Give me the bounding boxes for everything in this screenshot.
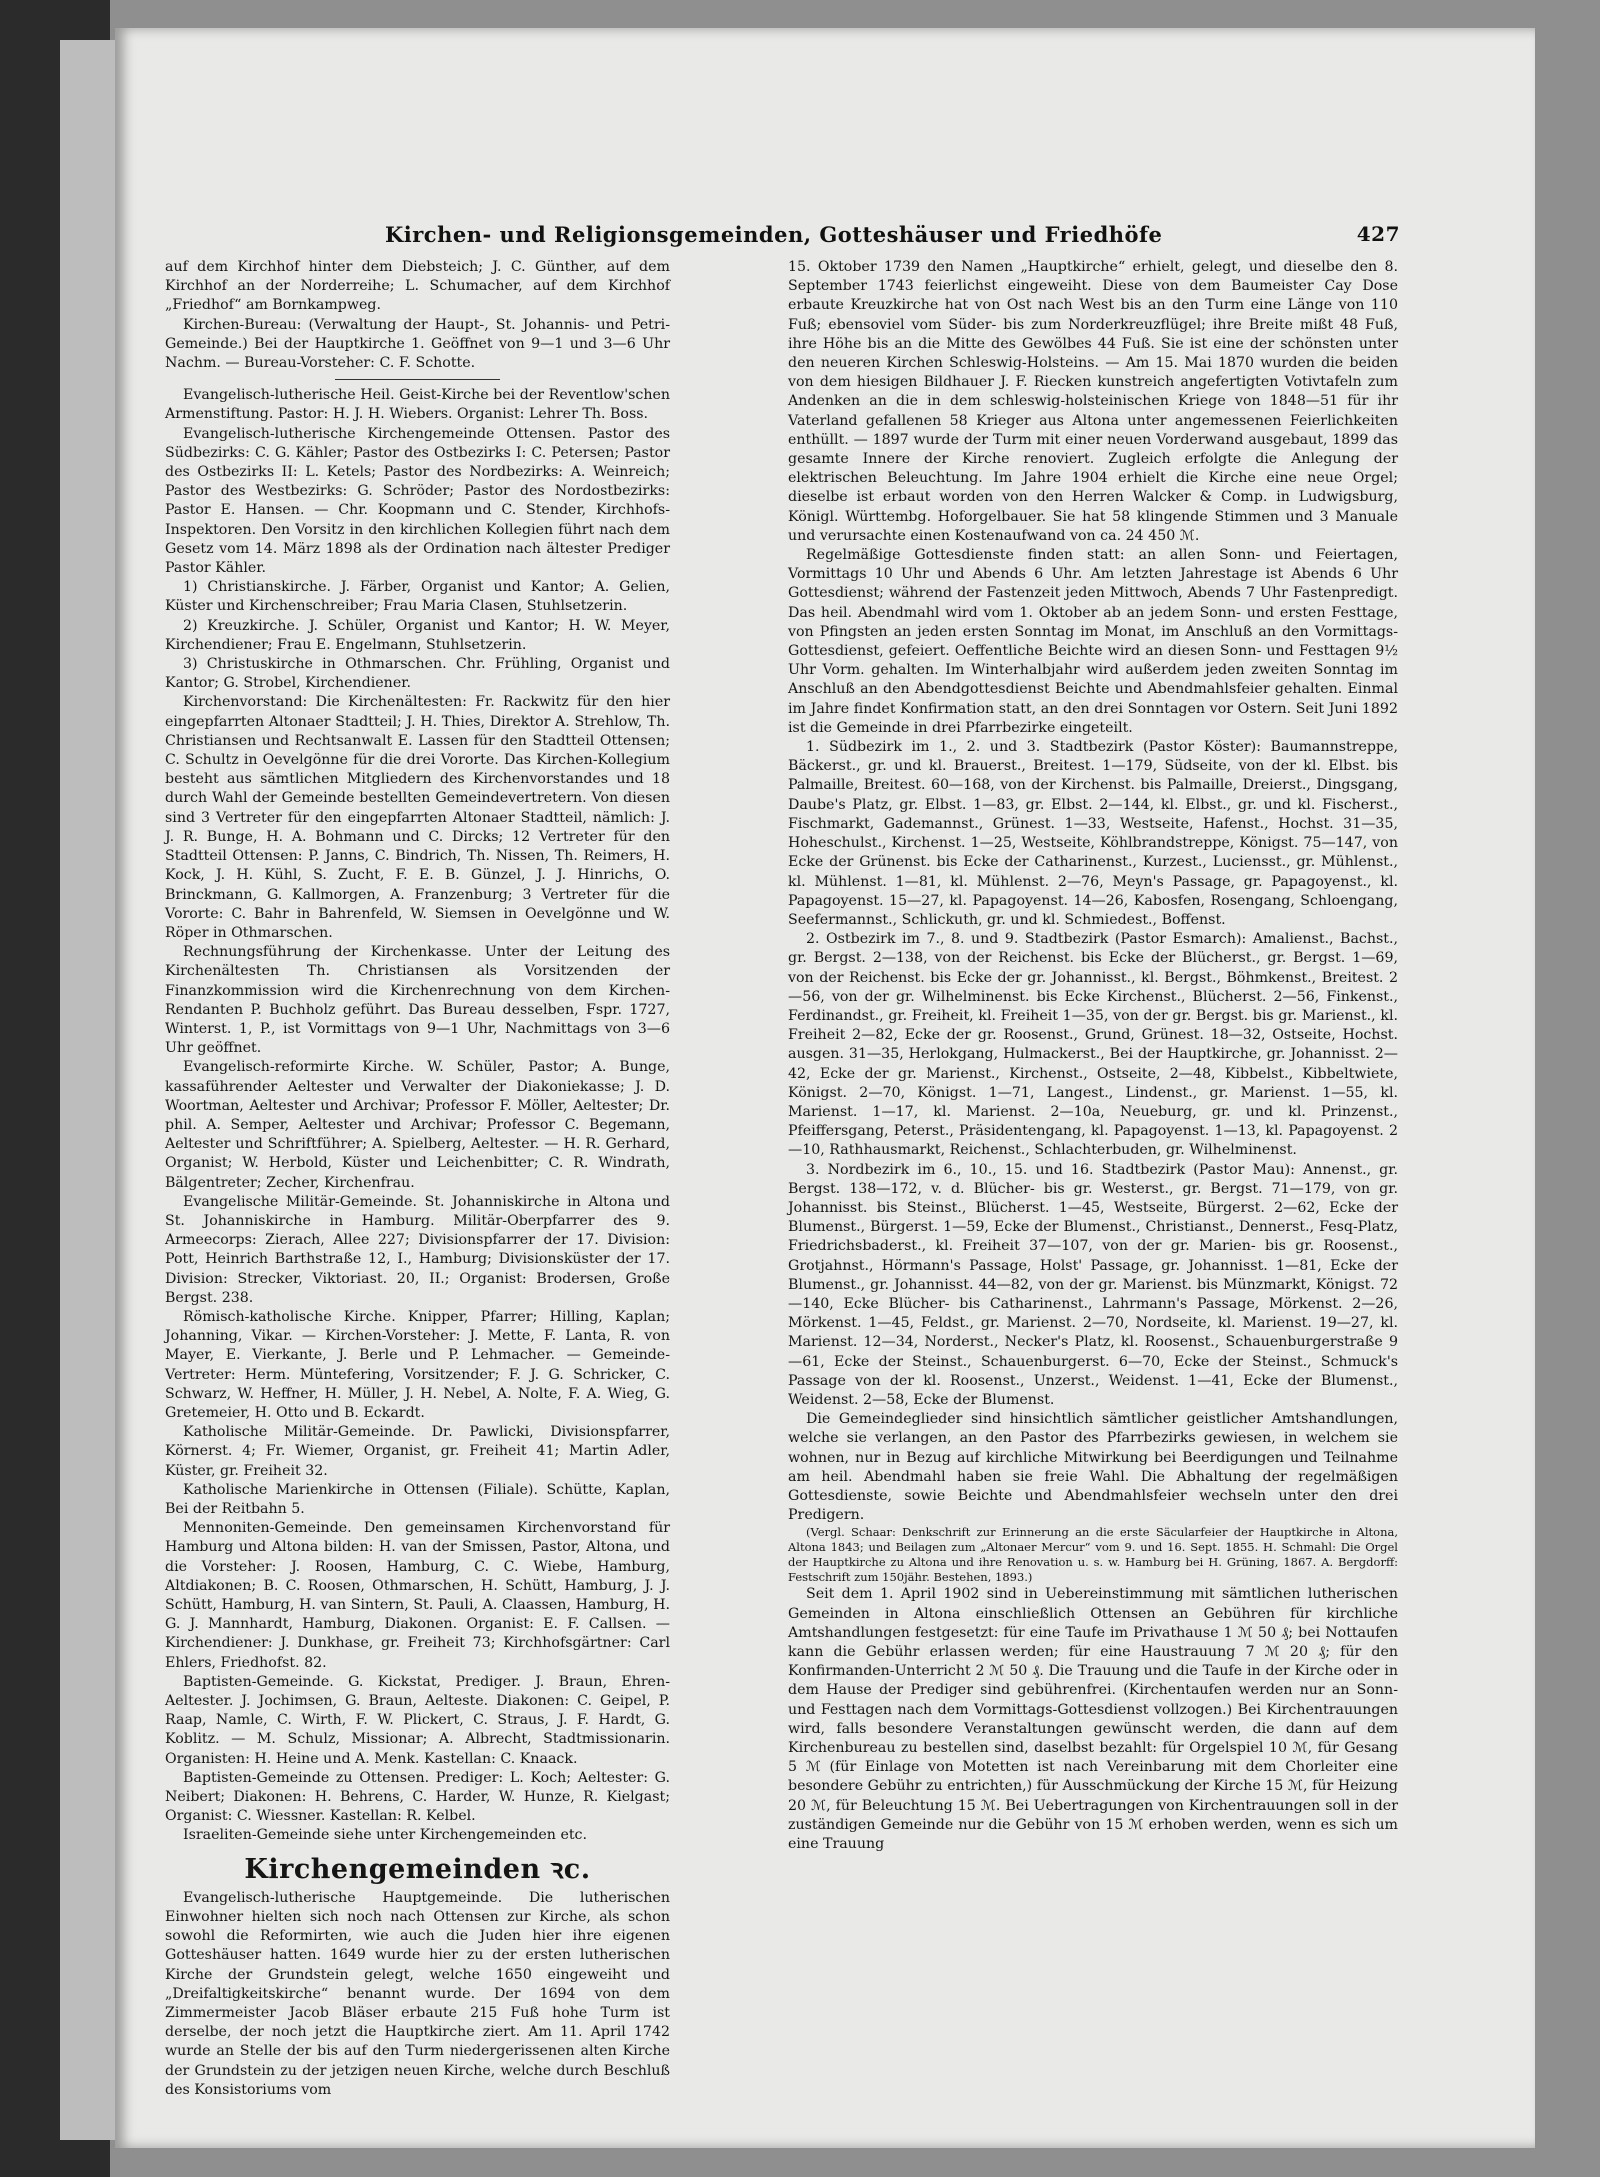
paragraph: Katholische Militär-Gemeinde. Dr. Pawlicki, Divisionspfarrer, Körnerst. 4; Fr. Wiemer, Organist, gr. Freiheit 41; Martin Adler, Küster, gr. Freiheit 32.	[165, 1424, 670, 1479]
paragraph: 1) Christianskirche. J. Färber, Organist und Kantor; A. Gelien, Küster und Kirchenschreiber; Frau Maria Clasen, Stuhlsetzerin.	[165, 579, 670, 615]
header-title: Kirchen- und Religionsgemeinden, Gotteshäuser und Friedhöfe	[385, 222, 1163, 247]
paragraph: Rechnungsführung der Kirchenkasse. Unter der Leitung des Kirchenältesten Th. Christiansen als Vorsitzenden der Finanzkommission wird die Kirchenrechnung von dem Kirchen-Rendanten P. Buchholz geführt. Das Bureau desselben, Fspr. 1727, Winterst. 1, P., ist Vormittags von 9—1 Uhr, Nachmittags von 3—6 Uhr geöffnet.	[165, 944, 670, 1057]
paragraph: 15. Oktober 1739 den Namen „Hauptkirche“ erhielt, gelegt, und dieselbe den 8. September 1743 feierlichst eingeweiht. Diese von dem Baumeister Cay Dose erbaute Kreuzkirche hat von Ost nach West bis an den Turm eine Länge von 110 Fuß; ebensoviel vom Süder- bis zum Norderkreuzflügel; ihre Breite mißt 48 Fuß, ihre Höhe bis an die Mitte des Gewölbes 44 Fuß. Sie ist eine der schönsten unter den neueren Kirchen Schleswig-Holsteins. — Am 15. Mai 1870 wurden die beiden von dem hiesigen Bildhauer J. F. Riecken kunstreich angefertigten Votivtafeln zum Andenken an die in dem schleswig-holsteinischen Kriege von 1848—51 für ihr Vaterland gefallenen 58 Krieger aus Altona unter angemessenen Feierlichkeiten enthüllt. — 1897 wurde der Turm mit einer neuen Vorderwand ausgebaut, 1899 das gesamte Innere der Kirche renoviert. Zugleich erfolgte die Anlegung der elektrischen Beleuchtung. Im Jahre 1904 erhielt die Kirche eine neue Orgel; dieselbe ist erbaut worden von den Herren Walcker & Comp. in Ludwigsburg, Königl. Württembg. Hoforgelbauer. Sie hat 58 klingende Stimmen und 3 Manuale und verursachte einen Kostenaufwand von ca. 24 450 ℳ.	[788, 259, 1398, 544]
paragraph: Evangelisch-lutherische Heil. Geist-Kirche bei der Reventlow'schen Armenstiftung. Pastor: H. J. H. Wiebers. Organist: Lehrer Th. Boss.	[165, 387, 670, 423]
paragraph: Israeliten-Gemeinde siehe unter Kirchengemeinden etc.	[183, 1827, 588, 1844]
paragraph: 3) Christuskirche in Othmarschen. Chr. Frühling, Organist und Kantor; G. Strobel, Kirchendiener.	[165, 656, 670, 692]
paragraph: Seit dem 1. April 1902 sind in Uebereinstimmung mit sämtlichen lutherischen Gemeinden in Altona einschließlich Ottensen an Gebühren für kirchliche Amtshandlungen festgesetzt: für eine Taufe im Privathause 1 ℳ 50 ₰; bei Nottaufen kann die Gebühr erlassen werden; für eine Haustrauung 7 ℳ 20 ₰; für den Konfirmanden-Unterricht 2 ℳ 50 ₰. Die Trauung und die Taufe in der Kirche oder in dem Hause der Prediger sind gebührenfrei. (Kirchentaufen werden nur an Sonn- und Festtagen nach dem Vormittags-Gottesdienst vollzogen.) Bei Kirchentrauungen wird, falls besondere Veranstaltungen gewünscht werden, die dann auf dem Kirchenbureau zu bestellen sind, daselbst bezahlt: für Orgelspiel 10 ℳ, für Gesang 5 ℳ (für Einlage von Motetten ist nach Vereinbarung mit dem Chorleiter eine besondere Gebühr zu entrichten,) für Ausschmückung der Kirche 15 ℳ, für Heizung 20 ℳ, für Beleuchtung 15 ℳ. Bei Uebertragungen von Kirchentrauungen soll in der zuständigen Gemeinde nur die Gebühr von 15 ℳ erhoben werden, wenn es sich um eine Trauung	[788, 1586, 1398, 1853]
reference-note: (Vergl. Schaar: Denkschrift zur Erinnerung an die erste Säcularfeier der Hauptkirche in Altona, Altona 1843; und Beilagen zum „Altonaer Mercur“ vom 9. und 16. Sept. 1855. H. Schmahl: Die Orgel der Hauptkirche zu Altona und ihre Renovation u. s. w. Hamburg bei H. Grüning, 1867. A. Bergdorff: Festschrift zum 150jähr. Bestehen, 1893.)	[788, 1525, 1398, 1585]
paragraph: Regelmäßige Gottesdienste finden statt: an allen Sonn- und Feiertagen, Vormittags 10 Uhr und Abends 6 Uhr. Am letzten Jahrestage ist Abends 6 Uhr Gottesdienst; während der Fastenzeit jeden Mittwoch, Abends 7 Uhr Fastenpredigt. Das heil. Abendmahl wird vom 1. Oktober ab an jedem Sonn- und ersten Festtage, von Pfingsten an jeden ersten Sonntag im Monat, im Anschluß an den Vormittags-Gottesdienst, gefeiert. Oeffentliche Beichte wird an diesen Sonn- und Festtagen 9½ Uhr Vorm. gehalten. Im Winterhalbjahr wird außerdem jeden zweiten Sonntag im Anschluß an den Abendgottesdienst Beichte und Abendmahlsfeier gehalten. Einmal im Jahre findet Konfirmation statt, an den drei Sonntagen vor Ostern. Seit Juni 1892 ist die Gemeinde in drei Pfarrbezirke eingeteilt.	[788, 547, 1398, 736]
paragraph: Katholische Marienkirche in Ottensen (Filiale). Schütte, Kaplan, Bei der Reitbahn 5.	[165, 1481, 670, 1517]
paragraph: auf dem Kirchhof hinter dem Diebsteich; J. C. Günther, auf dem Kirchhof an der Norderreihe; L. Schumacher, auf dem Kirchhof „Friedhof“ am Bornkampweg.	[165, 259, 670, 314]
paragraph: Römisch-katholische Kirche. Knipper, Pfarrer; Hilling, Kaplan; Johanning, Vikar. — Kirchen-Vorsteher: J. Mette, F. Lanta, R. von Mayer, E. Vierkante, J. Berle und P. Lehmacher. — Gemeinde-Vertreter: Herm. Müntefering, Vorsitzender; F. J. G. Schricker, C. Schwarz, W. Heffner, H. Müller, J. H. Nebel, A. Nolte, F. A. Wieg, G. Gretemeier, H. Otto und B. Eckardt.	[165, 1308, 670, 1421]
paragraph: Evangelisch-reformirte Kirche. W. Schüler, Pastor; A. Bunge, kassaführender Aeltester und Verwalter der Diakoniekasse; J. D. Woortman, Aeltester und Archivar; Professor F. Möller, Aeltester; Dr. phil. A. Semper, Aeltester und Archivar; Professor C. Begemann, Aeltester und Schriftführer; A. Spielberg, Aeltester. — H. R. Gerhard, Organist; W. Herbold, Küster und Leichenbitter; C. R. Windrath, Bälgentreter; Zecher, Kirchenfrau.	[165, 1059, 670, 1191]
paragraph: 2. Ostbezirk im 7., 8. und 9. Stadtbezirk (Pastor Esmarch): Amalienst., Bachst., gr. Bergst. 2—138, von der Reichenst. bis Ecke der Blücherst., gr. Bergst. 1—69, von der Reichenst. bis Ecke der gr. Johannisst., kl. Bergst., Böhmkenst., Breitest. 2—56, von der gr. Wilhelminenst. bis Ecke Kirchenst., Blücherst. 2—56, Finkenst., Ferdinandst., gr. Freiheit, kl. Freiheit 1—35, von der gr. Bergst. bis gr. Marienst., kl. Freiheit 2—82, Ecke der gr. Roosenst., Grund, Grünest. 18—32, Ostseite, Hochst. ausgen. 31—35, Herlokgang, Hulmackerst., Bei der Hauptkirche, gr. Johannisst. 2—42, Ecke der gr. Marienst., Kirchenst., Ostseite, 2—48, Kibbelst., Kibbeltwiete, Königst. 2—70, Königst. 1—71, Langest., Lindenst., gr. Marienst. 1—55, kl. Marienst. 1—17, kl. Marienst. 2—10a, Neueburg, gr. und kl. Prinzenst., Pfeiffersgang, Peterst., Präsidentengang, kl. Papagoyenst. 1—13, kl. Papagoyenst. 2—10, Rathhausmarkt, Reichenst., Schlachterbuden, gr. Wilhelminenst.	[788, 931, 1398, 1159]
paragraph: Baptisten-Gemeinde. G. Kickstat, Prediger. J. Braun, Ehren-Aeltester. J. Jochimsen, G. Braun, Aelteste. Diakonen: C. Geipel, P. Raap, Namle, C. Wirth, F. W. Plickert, C. Straus, J. F. Hardt, G. Koblitz. — M. Schulz, Missionar; A. Albrecht, Stadtmissionarin. Organisten: H. Heine und A. Menk. Kastellan: C. Knaack.	[165, 1673, 670, 1767]
paragraph: 1. Südbezirk im 1., 2. und 3. Stadtbezirk (Pastor Köster): Baumannstreppe, Bäckerst., gr. und kl. Brauerst., Breitest. 1—179, Südseite, von der kl. Elbst. bis Palmaille, Breitest. 60—168, von der Kirchenst. bis Palmaille, Dreierst., Dingsgang, Daube's Platz, gr. Elbst. 1—83, gr. Elbst. 2—144, kl. Elbst., gr. und kl. Fischerst., Fischmarkt, Gademannst., Grünest. 1—33, Westseite, Hafenst., Hochst. 31—35, Hoheschulst., Kirchenst. 1—25, Westseite, Köhlbrandstreppe, Königst. 75—147, von Ecke der Grünenst. bis Ecke der Catharinenst., Kurzest., Luciensst., gr. Mühlenst., kl. Mühlenst. 1—81, kl. Mühlenst. 2—76, Meyn's Passage, gr. Papagoyenst., kl. Papagoyenst. 15—27, kl. Papagoyenst. 14—26, Kabosfen, Rosengang, Schloengang, Seefermannst., Schlickuth, gr. und kl. Schmiedest., Boffenst.	[788, 739, 1398, 928]
paragraph: Die Gemeindeglieder sind hinsichtlich sämtlicher geistlicher Amtshandlungen, welche sie verlangen, an den Pastor des Pfarrbezirks gewiesen, in welchem sie wohnen, nur in Bezug auf kirchliche Mitwirkung bei Beerdigungen und Teilnahme am heil. Abendmahl haben sie freie Wahl. Die Abhaltung der regelmäßigen Gottesdienste, sowie Beichte und Abendmahlsfeier wechseln unter den drei Predigern.	[788, 1411, 1398, 1524]
paragraph: Evangelische Militär-Gemeinde. St. Johanniskirche in Altona und St. Johanniskirche in Hamburg. Militär-Oberpfarrer des 9. Armeecorps: Zierach, Allee 227; Divisionspfarrer der 17. Division: Pott, Heinrich Barthstraße 12, I., Hamburg; Divisionsküster der 17. Division: Strecker, Viktoriast. 20, II.; Organist: Brodersen, Große Bergst. 238.	[165, 1193, 670, 1306]
paragraph: Evangelisch-lutherische Hauptgemeinde. Die lutherischen Einwohner hielten sich noch nach Ottensen zur Kirche, als schon sowohl die Reformirten, wie auch die Juden hier ihre eigenen Gotteshäuser hatten. 1649 wurde hier zu der ersten lutherischen Kirche der Grundstein gelegt, welche 1650 eingeweiht und „Dreifaltigkeitskirche“ benannt wurde. Der 1694 von dem Zimmermeister Jacob Bläser erbaute 215 Fuß hohe Turm ist derselbe, der noch jetzt die Hauptkirche ziert. Am 11. April 1742 wurde an Stelle der bis auf den Turm niedergerissenen alten Kirche der Grundstein zu der jetzigen neuen Kirche, welche durch Beschluß des Konsistoriums vom	[165, 1889, 670, 2098]
left-column	[165, 258, 670, 2100]
page-number: 427	[1356, 222, 1400, 246]
paragraph: 2) Kreuzkirche. J. Schüler, Organist und Kantor; H. W. Meyer, Kirchendiener; Frau E. Engelmann, Stuhlsetzerin.	[165, 617, 670, 653]
paragraph: Kirchenvorstand: Die Kirchenältesten: Fr. Rackwitz für den hier eingepfarrten Altonaer Stadtteil; J. H. Thies, Direktor A. Strehlow, Th. Christiansen und Rechtsanwalt E. Lassen für den Stadtteil Ottensen; C. Schultz in Oevelgönne für die drei Vororte. Das Kirchen-Kollegium besteht aus sämtlichen Mitgliedern des Kirchenvorstandes und 18 durch Wahl der Gemeinde bestellten Gemeindevertretern. Von diesen sind 3 Vertreter für den eingepfarrten Altonaer Stadtteil, nämlich: J. J. R. Bunge, H. A. Bohmann und C. Dircks; 12 Vertreter für den Stadtteil Ottensen: P. Janns, C. Bindrich, Th. Nissen, Th. Reimers, H. Kock, J. H. Kühl, S. Zucht, F. E. B. Günzel, J. J. Hinrichs, O. Brinckmann, G. Kallmorgen, A. Franzenburg; 3 Vertreter für die Vororte: C. Bahr in Bahrenfeld, W. Siemsen in Oevelgönne und W. Röper in Othmarschen.	[165, 694, 670, 941]
facing-page-edge	[60, 40, 115, 2140]
paragraph: 3. Nordbezirk im 6., 10., 15. und 16. Stadtbezirk (Pastor Mau): Annenst., gr. Bergst. 138—172, v. d. Blücher- bis gr. Westerst., gr. Bergst. 71—179, von gr. Johannisst. bis Steinst., Blücherst. 1—45, Westseite, Bürgerst. 2—62, Ecke der Blumenst., Bürgerst. 1—59, Ecke der Blumenst., Christianst., Dennerst., Fesq-Platz, Friedrichsbaderst., kl. Freiheit 37—107, von der gr. Marien- bis gr. Roosenst., Grotjahnst., Hörmann's Passage, Holst' Passage, gr. Johannisst. 1—81, Ecke der Blumenst., gr. Johannisst. 44—82, von der gr. Marienst. bis Münzmarkt, Königst. 72—140, Ecke Blücher- bis Catharinenst., Lahrmann's Passage, Mörkenst. 2—26, Mörkenst. 1—45, Feldst., gr. Marienst. 2—70, Nordseite, kl. Marienst. 19—27, kl. Marienst. 12—34, Norderst., Necker's Platz, kl. Roosenst., Schauenburgerstraße 9—61, Ecke der Steinst., Schauenburgerst. 6—70, Ecke der Steinst., Schmuck's Passage von der kl. Roosenst., Unzerst., Weidenst. 1—41, Ecke der Blumenst., Weidenst. 2—58, Ecke der Blumenst.	[788, 1161, 1398, 1408]
paragraph: Kirchen-Bureau: (Verwaltung der Haupt-, St. Johannis- und Petri-Gemeinde.) Bei der Hauptkirche 1. Geöffnet von 9—1 und 3—6 Uhr Nachm. — Bureau-Vorsteher: C. F. Schotte.	[165, 316, 670, 372]
running-header	[280, 222, 1420, 252]
section-heading: Kirchengemeinden ꝛc.	[244, 1853, 591, 1885]
divider	[335, 379, 500, 380]
paragraph: Mennoniten-Gemeinde. Den gemeinsamen Kirchenvorstand für Hamburg und Altona bilden: H. van der Smissen, Pastor, Altona, und die Vorsteher: J. Roosen, Hamburg, C. C. Wiebe, Hamburg, Altdiakonen; B. C. Roosen, Othmarschen, H. Schütt, Hamburg, J. J. Schütt, Hamburg, H. van Sintern, St. Pauli, A. Claassen, Hamburg, H. G. J. Mannhardt, Hamburg, Diakonen. Organist: E. F. Callsen. — Kirchendiener: J. Dunkhase, gr. Freiheit 73; Kirchhofsgärtner: Carl Ehlers, Friedhofst. 82.	[165, 1520, 670, 1671]
paragraph: Evangelisch-lutherische Kirchengemeinde Ottensen. Pastor des Südbezirks: C. G. Kähler; Pastor des Ostbezirks I: C. Petersen; Pastor des Ostbezirks II: L. Ketels; Pastor des Nordbezirks: A. Weinreich; Pastor des Westbezirks: G. Schröder; Pastor des Nordostbezirks: Pastor E. Hansen. — Chr. Koopmann und C. Stender, Kirchhofs-Inspektoren. Den Vorsitz in den kirchlichen Kollegien führt nach dem Gesetz vom 14. März 1898 als der Ordination nach ältester Prediger Pastor Kähler.	[165, 425, 670, 577]
paragraph: Baptisten-Gemeinde zu Ottensen. Prediger: L. Koch; Aeltester: G. Neibert; Diakonen: H. Behrens, C. Harder, W. Hunze, R. Kielgast; Organist: C. Wiessner. Kastellan: R. Kelbel.	[165, 1769, 670, 1825]
right-column	[788, 258, 1398, 1854]
